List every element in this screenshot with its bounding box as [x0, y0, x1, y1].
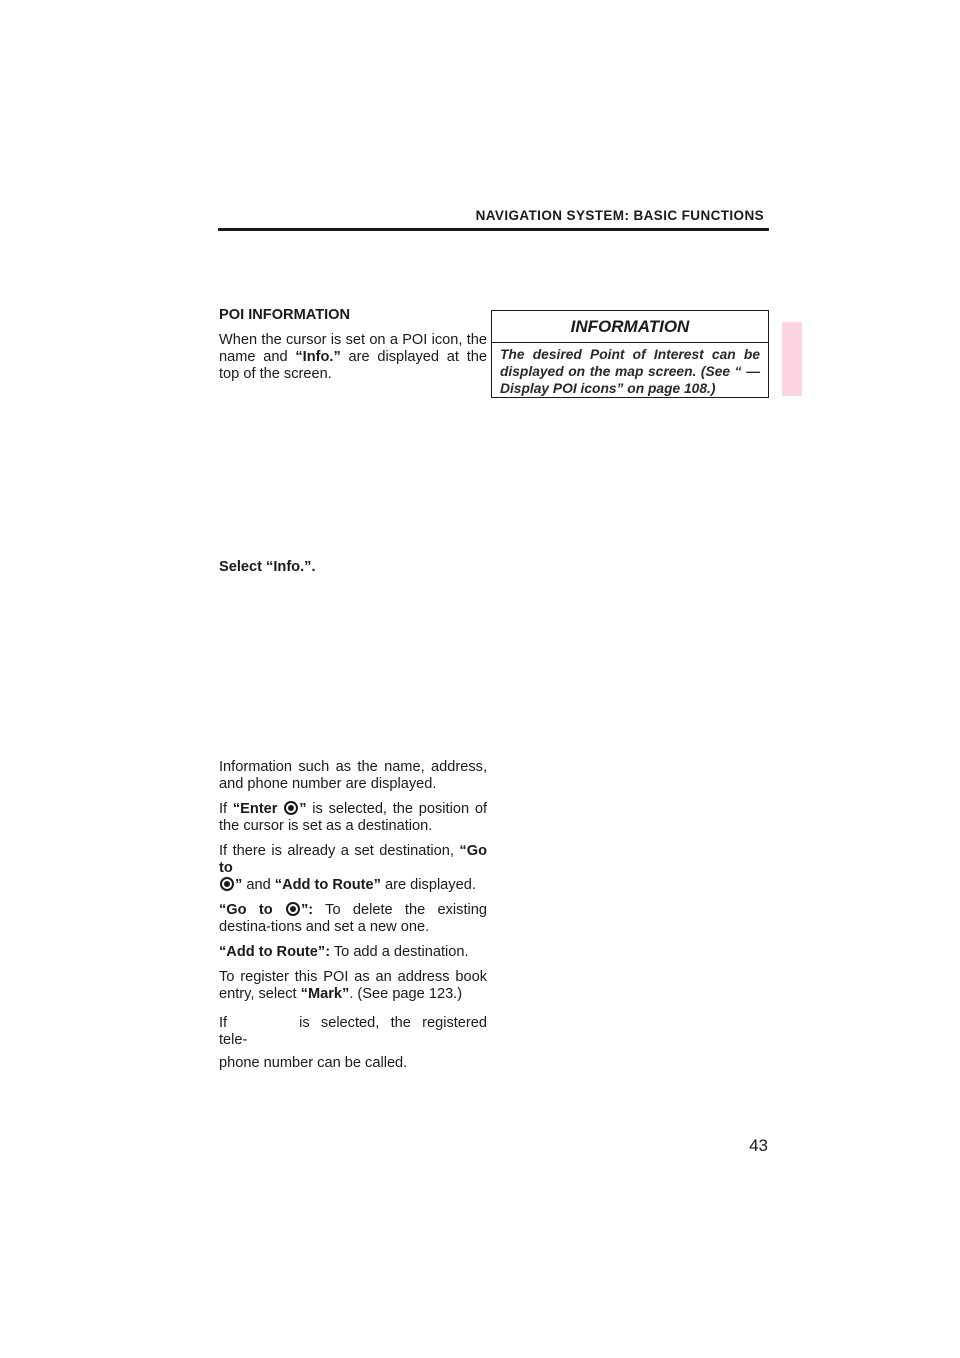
chapter-tab [782, 322, 802, 396]
information-box-title: INFORMATION [492, 311, 768, 343]
details-paragraph-5: “Add to Route”: To add a destination. [219, 944, 469, 960]
information-box [491, 310, 769, 398]
details-paragraph-7: If is selected, the registered tele- [219, 1015, 487, 1048]
destination-target-icon [220, 877, 234, 891]
running-header: NAVIGATION SYSTEM: BASIC FUNCTIONS [475, 208, 764, 223]
header-rule [218, 228, 769, 231]
destination-target-icon [284, 801, 298, 815]
select-step-section [219, 559, 487, 584]
section-heading: POI INFORMATION [219, 307, 351, 323]
details-paragraph-4: “Go to ”: To delete the existing destina-tions and set a new one. [219, 902, 487, 935]
details-paragraph-7-cont: phone number can be called. [219, 1055, 408, 1071]
details-paragraph-2: If “Enter ” is selected, the position of the cursor is set as a destination. [219, 801, 488, 834]
destination-target-icon [286, 902, 300, 916]
select-info-step: Select “Info.”. [219, 559, 316, 575]
details-paragraph-1: Information such as the name, address, and phone number are displayed. [219, 759, 487, 792]
details-paragraph-3: If there is already a set destination, “Go to ” and “Add to Route” are displayed. [219, 843, 487, 893]
details-section [219, 759, 487, 1080]
intro-paragraph: When the cursor is set on a POI icon, the name and “Info.” are displayed at the top of the screen. [219, 332, 488, 382]
details-paragraph-6: To register this POI as an address book entry, select “Mark”. (See page 123.) [219, 969, 487, 1002]
poi-intro-section [219, 307, 487, 391]
information-box-text: The desired Point of Interest can be displayed on the map screen. (See “ — Display POI icons” on page 108.) [500, 347, 760, 396]
page-number: 43 [749, 1136, 768, 1155]
